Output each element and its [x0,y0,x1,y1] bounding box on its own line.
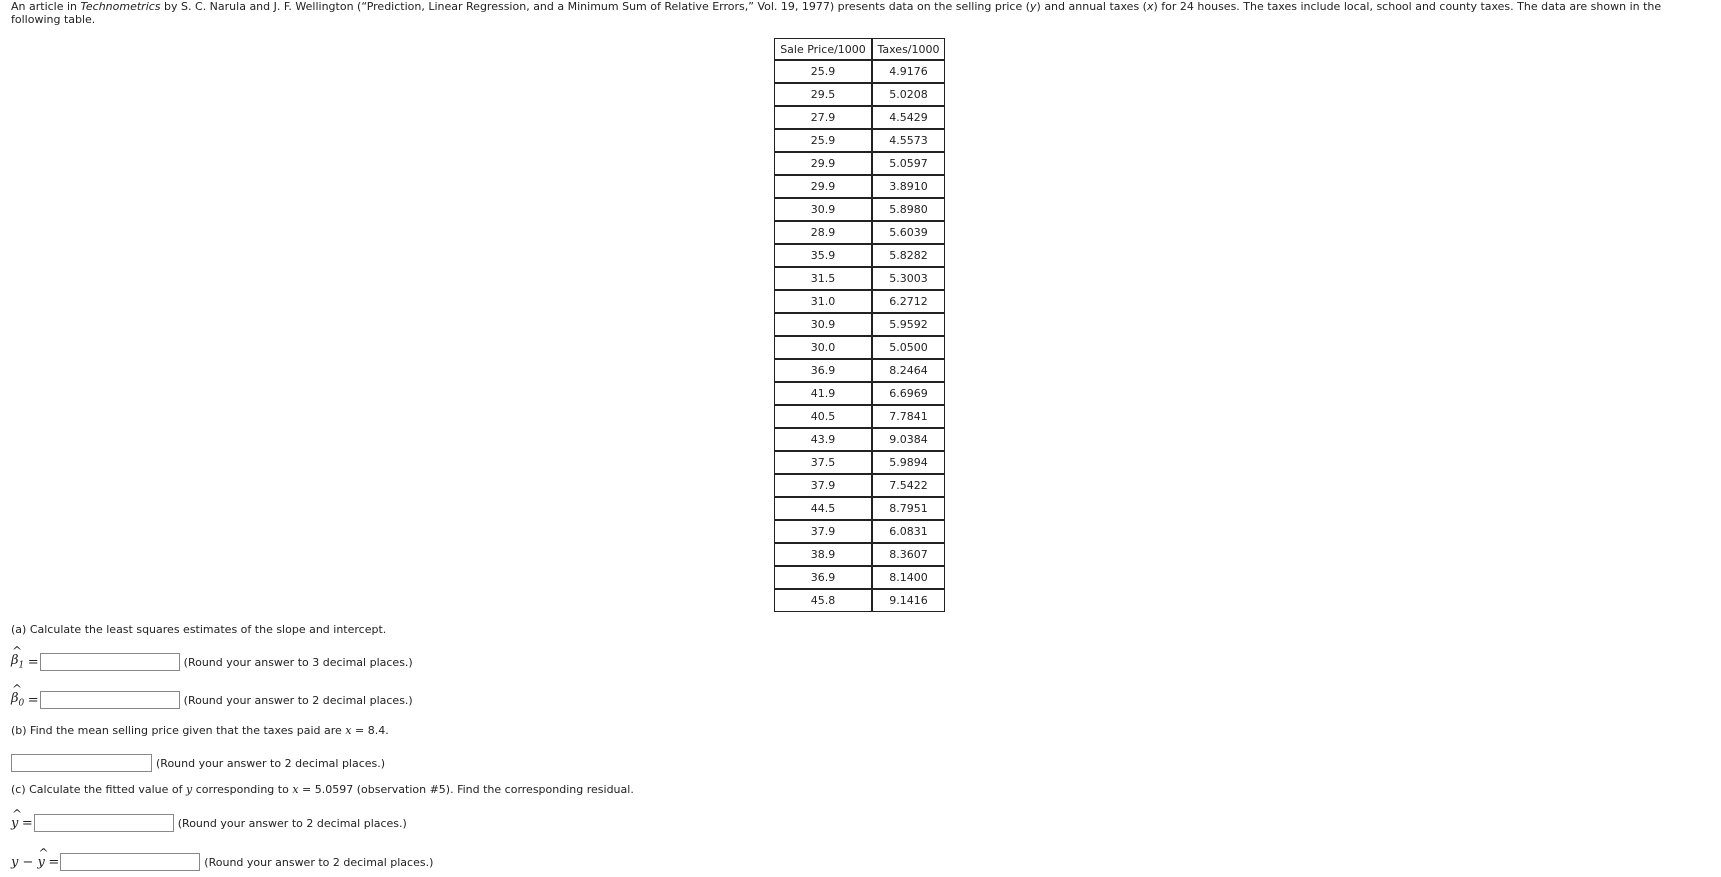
taxes-cell: 5.0500 [872,336,945,359]
taxes-cell: 5.9592 [872,313,945,336]
beta0-hint: (Round your answer to 2 decimal places.) [183,693,413,707]
taxes-cell: 7.7841 [872,405,945,428]
beta0-input[interactable] [40,691,180,709]
table-row [774,290,945,313]
residual-label [11,855,45,870]
sale-price-cell: 37.9 [774,520,872,543]
table-row [774,152,945,175]
beta0-subscript: 0 [18,698,25,709]
sale-price-cell: 37.5 [774,451,872,474]
sale-price-cell: 31.0 [774,290,872,313]
taxes-cell: 6.6969 [872,382,945,405]
table-row [774,336,945,359]
yhat-symbol: ^ y [11,816,18,831]
beta1-input[interactable] [40,653,180,671]
table-row [774,474,945,497]
taxes-cell: 5.6039 [872,221,945,244]
taxes-cell: 5.0597 [872,152,945,175]
part-b-var-x: x [345,724,352,737]
table-row [774,359,945,382]
table-row [774,221,945,244]
taxes-cell: 4.5573 [872,129,945,152]
sale-price-cell: 27.9 [774,106,872,129]
taxes-cell: 8.2464 [872,359,945,382]
table-row [774,497,945,520]
taxes-cell: 9.0384 [872,428,945,451]
beta1-subscript: 1 [18,660,25,671]
table-header-row [774,38,945,60]
residual-input[interactable] [60,853,200,871]
residual-yhat: ^ y [38,855,45,870]
beta1-row [11,653,413,671]
table-body [774,60,945,612]
residual-row [11,853,433,871]
beta1-hint: (Round your answer to 3 decimal places.) [183,655,413,669]
var-x: x [1146,0,1154,13]
residual-hint: (Round your answer to 2 decimal places.) [204,855,434,869]
residual-equals: = [48,854,60,870]
journal-name: Technometrics [80,0,161,13]
table-row [774,198,945,221]
fitted-value-hint: (Round your answer to 2 decimal places.) [177,816,407,830]
taxes-cell: 5.8282 [872,244,945,267]
taxes-cell: 8.7951 [872,497,945,520]
table-row [774,543,945,566]
taxes-cell: 3.8910 [872,175,945,198]
table-row [774,60,945,83]
taxes-cell: 8.1400 [872,566,945,589]
table-row [774,175,945,198]
table-row [774,313,945,336]
intro-text-3: ) and annual taxes ( [1036,0,1147,13]
taxes-cell: 5.3003 [872,267,945,290]
sale-price-cell: 36.9 [774,359,872,382]
taxes-cell: 5.8980 [872,198,945,221]
part-c-text-1: (c) Calculate the fitted value of [11,783,186,796]
part-b-question [11,724,389,737]
sale-price-cell: 41.9 [774,382,872,405]
table-row [774,566,945,589]
taxes-cell: 6.2712 [872,290,945,313]
beta0-equals: = [27,692,39,708]
part-b-text-1: (b) Find the mean selling price given that the taxes paid are [11,724,346,737]
table-row [774,520,945,543]
intro-text-4: ) for 24 houses. The taxes include local, school and county taxes. The data are shown in the following table. [11,0,1662,26]
part-c-text-2: corresponding to [192,783,293,796]
beta1-hat: ^ β [11,653,19,668]
yhat-row [11,814,407,832]
table-row [774,106,945,129]
table-row [774,428,945,451]
sale-price-cell: 45.8 [774,589,872,612]
sale-price-cell: 36.9 [774,566,872,589]
beta0-label [11,691,24,709]
yhat-equals: = [21,815,33,831]
sale-price-cell: 44.5 [774,497,872,520]
taxes-cell: 9.1416 [872,589,945,612]
house-data-table [774,38,945,612]
header-sale-price: Sale Price/1000 [774,38,872,60]
sale-price-cell: 29.9 [774,152,872,175]
beta1-label [11,653,24,671]
mean-price-hint: (Round your answer to 2 decimal places.) [156,756,386,770]
fitted-value-input[interactable] [34,814,174,832]
part-b-answer-row [11,754,385,772]
beta1-equals: = [27,654,39,670]
sale-price-cell: 43.9 [774,428,872,451]
part-b-text-2: = 8.4. [351,724,389,737]
yhat-label [11,816,18,831]
part-c-question [11,783,634,796]
sale-price-cell: 37.9 [774,474,872,497]
sale-price-cell: 30.9 [774,313,872,336]
part-a-question: (a) Calculate the least squares estimates of the slope and intercept. [11,623,387,636]
taxes-cell: 8.3607 [872,543,945,566]
beta0-row [11,691,413,709]
problem-intro [11,0,1711,26]
sale-price-cell: 28.9 [774,221,872,244]
table-row [774,83,945,106]
sale-price-cell: 31.5 [774,267,872,290]
intro-text-1: An article in [11,0,81,13]
mean-price-input[interactable] [11,754,152,772]
part-c-var-x: x [292,783,299,796]
var-y: y [1030,0,1037,13]
table-row [774,405,945,428]
residual-minus: − [18,854,38,870]
part-c-text-3: = 5.0597 (observation #5). Find the corresponding residual. [298,783,634,796]
residual-y: y [11,854,19,870]
sale-price-cell: 29.5 [774,83,872,106]
sale-price-cell: 35.9 [774,244,872,267]
taxes-cell: 6.0831 [872,520,945,543]
sale-price-cell: 25.9 [774,60,872,83]
sale-price-cell: 25.9 [774,129,872,152]
table-row [774,451,945,474]
table-row [774,589,945,612]
taxes-cell: 5.0208 [872,83,945,106]
beta0-hat: ^ β [11,691,19,706]
part-c-var-y: y [186,783,193,796]
taxes-cell: 7.5422 [872,474,945,497]
sale-price-cell: 38.9 [774,543,872,566]
taxes-cell: 4.9176 [872,60,945,83]
table-row [774,267,945,290]
table-row [774,382,945,405]
intro-text-2: by S. C. Narula and J. F. Wellington (“Prediction, Linear Regression, and a Minimum Sum of Relative Errors,” Vol. 19, 1977) presents data on the selling price ( [160,0,1031,13]
sale-price-cell: 30.9 [774,198,872,221]
header-taxes: Taxes/1000 [872,38,945,60]
table-row [774,129,945,152]
sale-price-cell: 30.0 [774,336,872,359]
table-row [774,244,945,267]
taxes-cell: 5.9894 [872,451,945,474]
taxes-cell: 4.5429 [872,106,945,129]
sale-price-cell: 29.9 [774,175,872,198]
sale-price-cell: 40.5 [774,405,872,428]
